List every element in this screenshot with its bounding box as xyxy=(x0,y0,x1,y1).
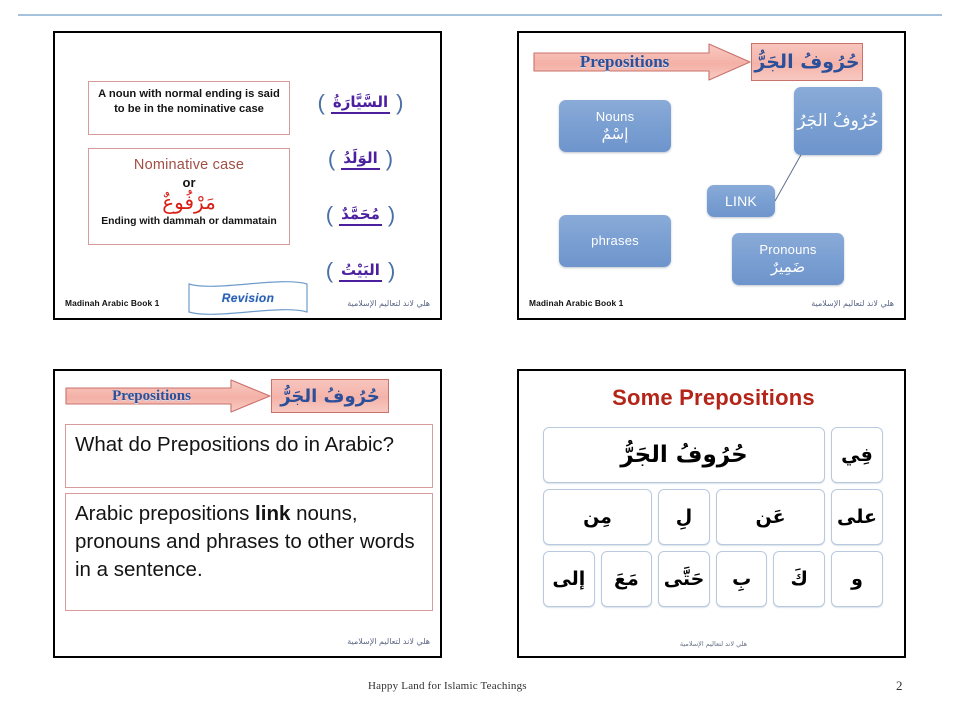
dammah-note: Ending with dammah or dammatain xyxy=(101,216,277,227)
node-label-ar: ضَمِيرٌ xyxy=(770,257,806,276)
slide-1-revision xyxy=(53,31,442,320)
huroof-aljarr-target: حُرُوفُ الجَرُّ xyxy=(751,43,863,81)
node-pronouns[interactable] xyxy=(732,233,844,285)
paren-open: ( xyxy=(327,146,336,171)
nominative-case-box xyxy=(88,148,290,245)
grid-cell-header[interactable]: حُرُوفُ الجَرُّ xyxy=(543,427,825,483)
grid-cell[interactable]: لِ xyxy=(658,489,710,545)
example-row xyxy=(298,75,423,131)
arrow-shape xyxy=(65,379,271,413)
example-word: البَيْتُ xyxy=(339,261,382,282)
revision-label: Revision xyxy=(221,291,275,305)
node-nouns[interactable] xyxy=(559,100,671,152)
prepositions-grid xyxy=(543,427,883,613)
question-text: What do Prepositions do in Arabic? xyxy=(75,433,395,456)
header-rule xyxy=(18,14,942,16)
prepositions-row xyxy=(543,489,883,545)
paren-close: ) xyxy=(387,258,396,283)
grid-cell[interactable]: مَعَ xyxy=(601,551,653,607)
node-label-en: Nouns xyxy=(595,108,635,124)
footer-page-number: 2 xyxy=(896,678,903,693)
grid-cell[interactable]: كَ xyxy=(773,551,825,607)
node-label-ar: إسْمٌ xyxy=(601,124,629,143)
slide-title: Some Prepositions xyxy=(612,385,815,410)
paren-close: ) xyxy=(385,146,394,171)
arrow-shape xyxy=(533,43,751,81)
paren-open: ( xyxy=(325,202,334,227)
prepositions-arrow-header xyxy=(65,379,389,413)
prepositions-arrow-header xyxy=(533,43,863,81)
book-label: Madinah Arabic Book 1 xyxy=(65,298,160,308)
marfoo-arabic: مَرْفُوعٌ xyxy=(162,190,216,214)
example-word: الوَلَدُ xyxy=(341,149,379,170)
answer-box xyxy=(65,493,433,611)
example-word: مُحَمَّدٌ xyxy=(339,205,382,226)
node-label-en: phrases xyxy=(591,233,639,248)
or-label: or xyxy=(182,175,196,190)
node-phrases[interactable] xyxy=(559,215,671,267)
answer-text-part1: Arabic prepositions xyxy=(75,502,256,525)
example-row xyxy=(298,243,423,299)
slide-4-some-prepositions xyxy=(517,369,906,658)
arabic-credit: هلي لاند لتعاليم الإسلامية xyxy=(347,299,430,308)
question-box xyxy=(65,424,433,488)
arrow-label: Prepositions xyxy=(112,387,191,404)
arabic-credit: هلي لاند لتعاليم الإسلامية xyxy=(347,637,430,646)
grid-cell[interactable]: بِ xyxy=(716,551,768,607)
paren-close: ) xyxy=(387,202,396,227)
prepositions-row xyxy=(543,427,883,483)
example-word-list xyxy=(298,75,423,299)
grid-cell[interactable]: عَن xyxy=(716,489,825,545)
node-huroof-aljarr[interactable] xyxy=(794,87,882,155)
grid-cell[interactable]: على xyxy=(831,489,883,545)
grid-cell[interactable]: إلى xyxy=(543,551,595,607)
paren-open: ( xyxy=(317,90,325,115)
grid-cell[interactable]: حَتَّى xyxy=(658,551,710,607)
huroof-aljarr-target: حُرُوفُ الجَرُّ xyxy=(271,379,389,413)
example-row xyxy=(298,187,423,243)
example-row xyxy=(298,131,423,187)
nominative-definition-box xyxy=(88,81,290,135)
paren-close: ) xyxy=(396,90,404,115)
revision-banner xyxy=(185,280,311,316)
arrow-label: Prepositions xyxy=(579,52,670,71)
nominative-heading: Nominative case xyxy=(133,157,245,173)
paren-open: ( xyxy=(325,258,334,283)
slide-3-what-prepositions-do xyxy=(53,369,442,658)
node-label-ar: حُرُوفُ الجَرُ xyxy=(797,110,879,131)
arabic-credit: هلي لاند لتعاليم الإسلامية xyxy=(679,640,748,648)
node-link[interactable] xyxy=(707,185,775,217)
node-label-en: LINK xyxy=(725,193,757,209)
grid-cell[interactable]: مِن xyxy=(543,489,652,545)
node-label-en: Pronouns xyxy=(759,241,817,257)
grid-cell[interactable]: و xyxy=(831,551,883,607)
nominative-definition-text: A noun with normal ending is said to be in the nominative case xyxy=(98,88,280,115)
example-word: السَّيَّارَةُ xyxy=(331,93,390,114)
arabic-credit: هلي لاند لتعاليم الإسلامية xyxy=(811,299,894,308)
answer-text-emphasis: link xyxy=(255,502,291,525)
prepositions-row xyxy=(543,551,883,607)
footer-title: Happy Land for Islamic Teachings xyxy=(368,680,527,692)
book-label: Madinah Arabic Book 1 xyxy=(529,298,624,308)
grid-cell[interactable]: فِي xyxy=(831,427,883,483)
slide-2-prepositions-map xyxy=(517,31,906,320)
answer-text-part2: nouns, pronouns and phrases to other words in a sentence. xyxy=(75,502,415,581)
